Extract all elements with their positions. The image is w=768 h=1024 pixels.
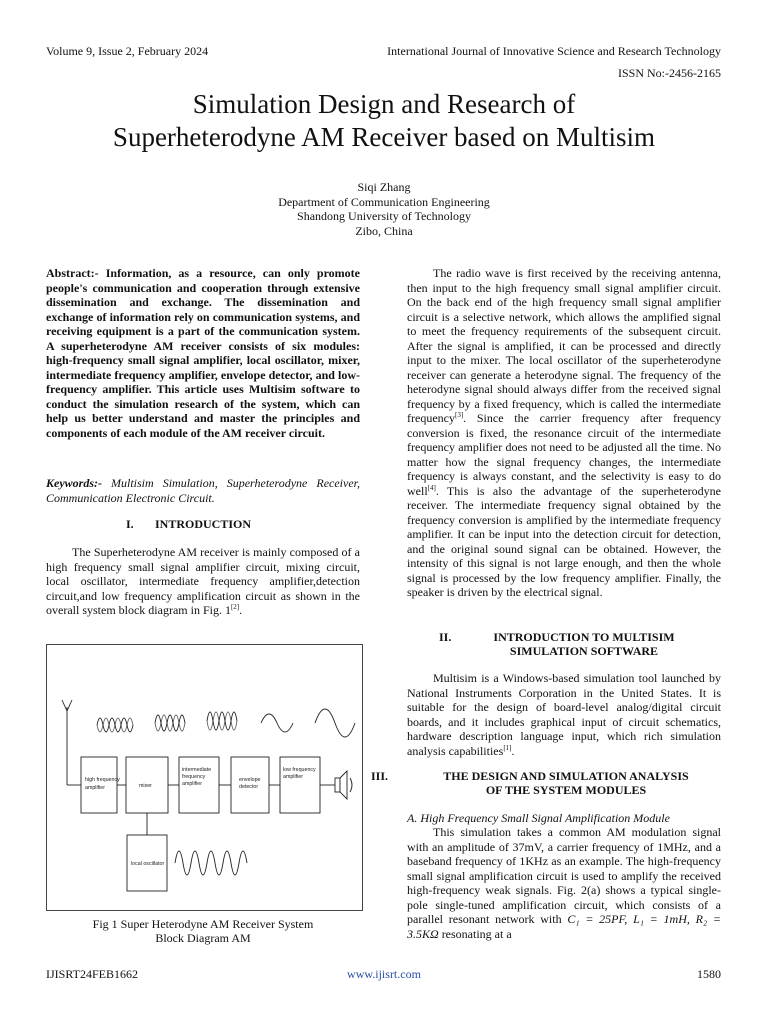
caption-line-1: Fig 1 Super Heterodyne AM Receiver System [92, 917, 314, 931]
header-issn: ISSN No:-2456-2165 [617, 66, 721, 80]
radio-text-3: . This is also the advantage of the superheterodyne receiver. The intermediate frequency signal obtained by the frequency conversion is amplified by the intermediate frequency amplifier. It can be input into the detection circuit for detection, and the original sound signal can be obtained. However, the intensity of this signal is not large enough, and then the whole signal is processed by the low frequency amplifier. Finally, the speaker is driven by the electrical signal. [407, 483, 721, 599]
section-3-title-line1: THE DESIGN AND SIMULATION ANALYSIS [443, 769, 689, 783]
abstract-label: Abstract:- [46, 266, 99, 280]
author-university: Shandong University of Technology [297, 209, 471, 223]
footer-link[interactable]: www.ijisrt.com [347, 967, 421, 981]
radio-text-2: . Since the carrier frequency after frequency conversion is fixed, the resonance circuit of the intermediate frequency amplifier does not need to be adjusted all the time. No matter how the signal frequency changes, the intermediate frequency is always constant, and the selectivity is easy to do well [407, 411, 721, 498]
waveform-mixed-signal [155, 715, 185, 731]
block-label-if-line1: intermediate [182, 767, 212, 773]
block-label-env-line2: detector [239, 784, 259, 790]
radio-cite-2: [4] [427, 483, 436, 492]
author-location: Zibo, China [355, 223, 413, 238]
section-heading-2 [407, 630, 721, 658]
block-low-frequency-amplifier [280, 757, 320, 813]
hf-module-end: resonating at a [441, 926, 512, 941]
block-envelope-detector [231, 757, 269, 813]
waveform-if-signal [207, 712, 237, 730]
section-2-number: II. [439, 630, 452, 644]
waveform-output-signal [315, 709, 355, 737]
paper-title [40, 88, 728, 154]
block-label-env-line1: envelope [239, 777, 261, 783]
intro-paragraph [46, 545, 360, 618]
abstract-paragraph [46, 266, 360, 440]
hf-module-paragraph [407, 825, 721, 941]
subsection-heading: A. High Frequency Small Signal Amplification Module [407, 811, 670, 825]
author-name: Siqi Zhang [357, 180, 411, 194]
intro-end: . [239, 603, 243, 617]
block-high-frequency-amplifier [81, 757, 120, 813]
section-2-title-line2: SIMULATION SOFTWARE [509, 644, 659, 658]
antenna-icon [62, 700, 72, 785]
block-label-mixer: mixer [139, 783, 152, 789]
multisim-paragraph [407, 671, 721, 758]
block-local-oscillator [127, 835, 167, 891]
section-heading-1 [46, 517, 360, 531]
section-3-number: III. [371, 769, 389, 783]
hf-module-text: This simulation takes a common AM modulation signal with an amplitude of 37mV, a carrier frequency of 1MHz, and a baseband frequency of 1KHz as an example. The high-frequency small signal amplification circuit is used to amplify the received high-frequency weak signals. Fig. 2(a) shows a typical single-pole single-tuned amplification circuit, which consists of a parallel resonant network with [407, 825, 721, 926]
block-label-if-line2: frequency [182, 774, 206, 780]
figure-1-caption [46, 917, 360, 945]
section-1-title: INTRODUCTION [154, 517, 251, 531]
block-label-lf-line2: amplifier [283, 774, 304, 780]
block-label-if-line3: amplifier [182, 781, 203, 787]
speaker-icon [335, 771, 352, 799]
radio-cite-1: [3] [454, 411, 464, 419]
block-label-lf-line1: low frequency [283, 767, 316, 773]
abstract-text: Information, as a resource, can only promote people's communication and cooperation through extensive dissemination and exchange. The dissemination and exchange of information rely on communication systems, and receiving equipment is a part of the communication system. A superheterodyne AM receiver consists of six modules: high-frequency small signal amplifier, local oscillator, mixer, intermediate frequency amplifier, envelope detector, and low-frequency amplifier. This article uses Multisim software to conduct the simulation research of the system, which can help us better understand and master the principles and components of each module of the AM receiver circuit. [46, 266, 360, 440]
block-label-hf-line1: high frequency [85, 777, 120, 783]
radio-wave-paragraph [407, 266, 721, 600]
title-line-2: Superheterodyne AM Receiver based on Multisim [112, 122, 656, 152]
footer-id: IJISRT24FEB1662 [46, 967, 138, 981]
block-label-lo: local oscillator [131, 861, 165, 867]
header-journal: International Journal of Innovative Science and Research Technology [387, 44, 721, 58]
block-diagram [47, 645, 362, 910]
intro-text: The Superheterodyne AM receiver is mainly composed of a high frequency small signal amplifier circuit, mixing circuit, local oscillator, intermediate frequency amplifier,detection circuit,and low frequency amplification circuit as shown in the overall system block diagram in Fig. 1 [46, 545, 360, 617]
keywords-paragraph [46, 476, 360, 505]
hf-module-formula: C₁ = 25PF, L₁ = 1mH, R₂ = 3.5KΩ [407, 912, 722, 941]
block-label-hf-line2: amplifier [85, 785, 106, 791]
section-1-number: I. [126, 517, 134, 531]
multisim-end: . [511, 743, 515, 758]
title-line-1: Simulation Design and Research of [192, 89, 576, 119]
caption-line-2: Block Diagram AM [155, 931, 251, 945]
header-volume: Volume 9, Issue 2, February 2024 [46, 44, 209, 58]
keywords-text: Multisim Simulation, Superheterodyne Receiver, Communication Electronic Circuit. [46, 476, 360, 505]
block-mixer [126, 757, 168, 813]
multisim-cite: [1] [503, 743, 512, 752]
waveform-oscillator [175, 851, 247, 875]
intro-citation: [2] [230, 603, 240, 611]
figure-1 [46, 644, 363, 911]
radio-text-1: The radio wave is first received by the receiving antenna, then input to the high frequency small signal amplifier circuit. On the back end of the high frequency small signal amplifier circuit is a selective network, which allows the amplified signal to meet the frequency requirements of the subsequent circuit. After the signal is amplified, it can be processed and directly input to the mixer. The local oscillator of the superheterodyne receiver can generate a heterodyne signal. The frequency of the heterodyne signal should always differ from the received signal frequency by a fixed frequency, which is called the intermediate frequency [407, 266, 721, 425]
waveform-rf-signal [97, 718, 133, 732]
footer-page-number: 1580 [697, 967, 721, 981]
author-block [184, 180, 584, 238]
keywords-label: Keywords:- [46, 476, 102, 490]
block-if-amplifier [179, 757, 219, 813]
section-heading-3 [371, 769, 721, 797]
multisim-text: Multisim is a Windows-based simulation tool launched by National Instruments Corporation in the United States. It is suitable for the design of board-level analog/digital circuit boards, and it includes graphical input of circuit schematics, hardware description language input, which rich simulation analysis capabilities [407, 671, 721, 758]
section-3-title-line2: OF THE SYSTEM MODULES [485, 783, 647, 797]
section-2-title-line1: INTRODUCTION TO MULTISIM [493, 630, 675, 644]
waveform-audio-signal [261, 714, 293, 732]
author-department: Department of Communication Engineering [278, 194, 490, 209]
